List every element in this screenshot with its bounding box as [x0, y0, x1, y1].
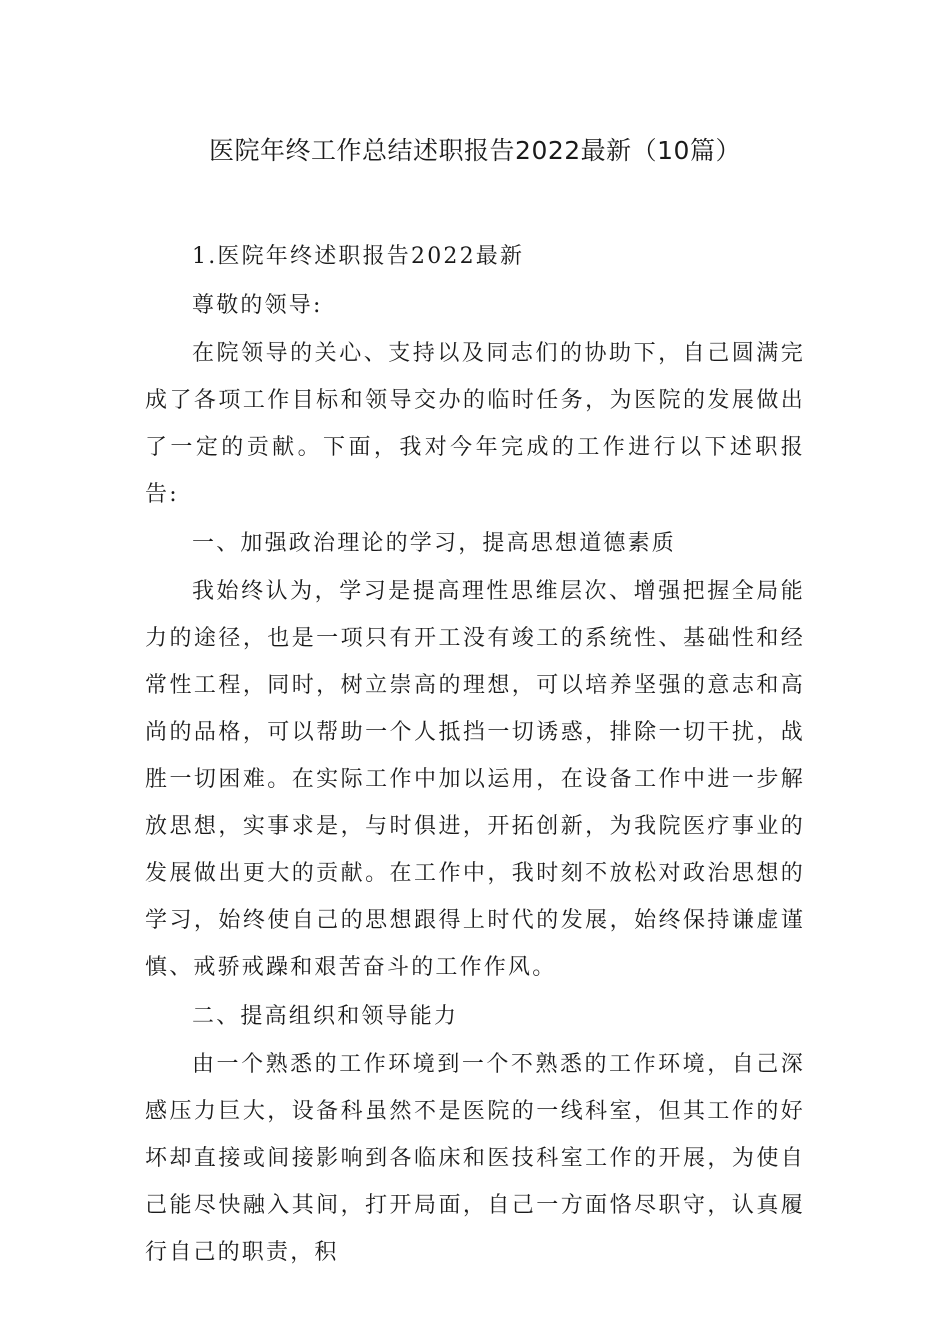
document-title: 医院年终工作总结述职报告2022最新（10篇）: [209, 136, 741, 165]
section-1-paragraph: 我始终认为，学习是提高理性思维层次、增强把握全局能力的途径，也是一项只有开工没有竣工的系统性、基础性和经常性工程，同时，树立崇高的理想，可以培养坚强的意志和高尚的品格，可以帮助一个人抵挡一切诱惑，排除一切干扰，战胜一切困难。在实际工作中加以运用，在设备工作中进一步解放思想，实事求是，与时俱进，开拓创新，为我院医疗事业的发展做出更大的贡献。在工作中，我时刻不放松对政治思想的学习，始终使自己的思想跟得上时代的发展，始终保持谦虚谨慎、戒骄戒躁和艰苦奋斗的工作作风。: [145, 579, 805, 980]
document-body: [145, 233, 805, 1278]
report-subtitle: 1.医院年终述职报告2022最新: [192, 244, 525, 269]
section-2-paragraph: 由一个熟悉的工作环境到一个不熟悉的工作环境，自己深感压力巨大，设备科虽然不是医院的一线科室，但其工作的好坏却直接或间接影响到各临床和医技科室工作的开展，为使自己能尽快融入其间，打开局面，自己一方面恪尽职守，认真履行自己的职责，积: [145, 1052, 805, 1265]
section-heading-2: 二、提高组织和领导能力: [192, 1003, 459, 1029]
section-heading-1: 一、加强政治理论的学习，提高思想道德素质: [192, 530, 677, 556]
intro-paragraph: 在院领导的关心、支持以及同志们的协助下，自己圆满完成了各项工作目标和领导交办的临时任务，为医院的发展做出了一定的贡献。下面，我对今年完成的工作进行以下述职报告:: [145, 341, 805, 507]
salutation: 尊敬的领导:: [192, 292, 323, 318]
